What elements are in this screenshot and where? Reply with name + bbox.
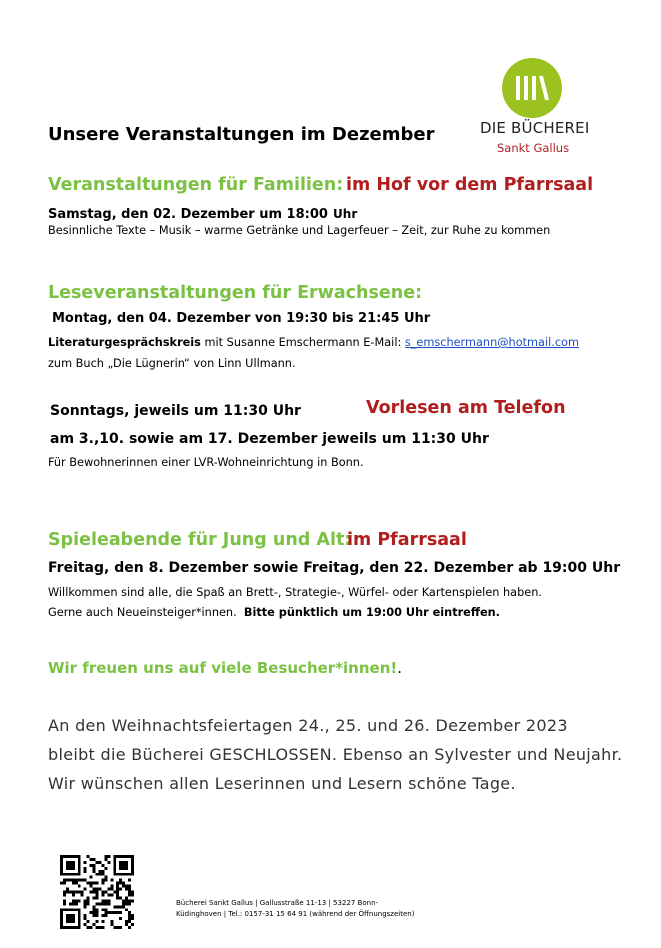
adults-heading: Leseveranstaltungen für Erwachsene:: [48, 283, 423, 303]
games-heading: Spieleabende für Jung und Alt:: [48, 530, 352, 550]
families-time-suffix: Uhr: [333, 207, 358, 221]
circle-with: mit Susanne Emschermann E-Mail:: [200, 336, 405, 349]
adults-book: zum Buch „Die Lügnerin“ von Linn Ullmann.: [48, 357, 296, 370]
families-date: Samstag, den 02. Dezember um 18:00: [48, 207, 328, 222]
welcome-dot: .: [397, 659, 403, 677]
logo-subtitle: Sankt Gallus: [497, 141, 570, 155]
closing-line-1: An den Weihnachtsfeiertagen 24., 25. und 26. Dezember 2023: [48, 716, 568, 735]
welcome-line: [48, 658, 402, 677]
games-desc2: Gerne auch Neueinsteiger*innen.: [48, 606, 237, 619]
phone-dates: am 3.,10. sowie am 17. Dezember jeweils um 11:30 Uhr: [50, 431, 489, 447]
footer-line-1: Bücherei Sankt Gallus | Gallusstraße 11-13 | 53227 Bonn-: [176, 899, 379, 907]
closing-line-3: Wir wünschen allen Leserinnen und Lesern schöne Tage.: [48, 774, 516, 793]
families-date-line: [48, 203, 357, 222]
games-location: im Pfarrsaal: [347, 530, 467, 550]
games-desc1: Willkommen sind alle, die Spaß an Brett-, Strategie-, Würfel- oder Kartenspielen haben.: [48, 586, 542, 599]
logo-name: DIE BÜCHEREI: [480, 119, 590, 137]
families-heading: Veranstaltungen für Familien:: [48, 175, 344, 195]
families-location: im Hof vor dem Pfarrsaal: [346, 175, 594, 195]
library-logo-icon: [502, 58, 562, 118]
games-dates: Freitag, den 8. Dezember sowie Freitag, den 22. Dezember ab 19:00 Uhr: [48, 560, 621, 576]
book-stripes-icon: [502, 58, 562, 118]
families-description: Besinnliche Texte – Musik – warme Getränke und Lagerfeuer – Zeit, zur Ruhe zu kommen: [48, 224, 551, 237]
games-desc2-bold: Bitte pünktlich um 19:00 Uhr eintreffen.: [243, 606, 500, 619]
footer-address: [176, 898, 436, 920]
phone-title: Vorlesen am Telefon: [366, 398, 566, 418]
games-desc2-line: [48, 606, 500, 619]
welcome-text: Wir freuen uns auf viele Besucher*innen!: [48, 659, 398, 677]
adults-date: Montag, den 04. Dezember von 19:30 bis 21:45 Uhr: [52, 311, 431, 326]
adults-circle-line: [48, 336, 579, 349]
circle-name: Literaturgesprächskreis: [48, 336, 201, 349]
phone-when: Sonntags, jeweils um 11:30 Uhr: [50, 403, 301, 419]
email-link[interactable]: s_emschermann@hotmail.com: [404, 336, 579, 349]
phone-description: Für Bewohnerinnen einer LVR-Wohneinrichtung in Bonn.: [48, 456, 364, 469]
footer-line-2: Küdinghoven | Tel.: 0157-31 15 64 91 (während der Öffnungszeiten): [176, 910, 415, 918]
page-title: Unsere Veranstaltungen im Dezember: [48, 124, 435, 145]
qr-code-icon: [60, 855, 134, 933]
closing-line-2: bleibt die Bücherei GESCHLOSSEN. Ebenso an Sylvester und Neujahr.: [48, 745, 623, 764]
